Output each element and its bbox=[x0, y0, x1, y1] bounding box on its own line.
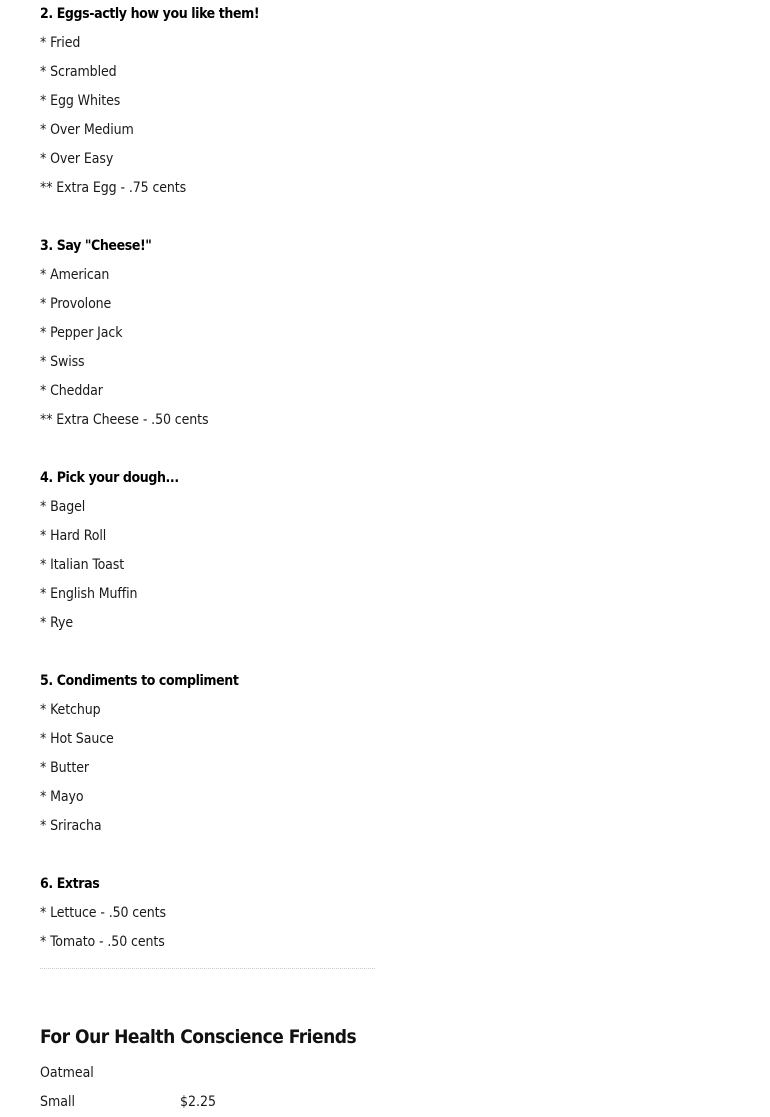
list-item: * Egg Whites bbox=[40, 93, 121, 109]
health-section-title: For Our Health Conscience Friends bbox=[40, 1026, 357, 1048]
list-item: * Over Medium bbox=[40, 122, 134, 138]
list-item: * Butter bbox=[40, 760, 89, 776]
health-item-name-row bbox=[40, 1059, 375, 1088]
list-item: * Provolone bbox=[40, 296, 112, 312]
spacer bbox=[40, 203, 375, 232]
menu-content bbox=[40, 0, 375, 1117]
list-item: * Swiss bbox=[40, 354, 85, 370]
list-item: * Hot Sauce bbox=[40, 731, 114, 747]
list-item: * Over Easy bbox=[40, 151, 114, 167]
price-size-label: Small bbox=[40, 1094, 75, 1110]
section-heading-eggs: 2. Eggs-actly how you like them! bbox=[40, 6, 260, 22]
section-heading-condiments: 5. Condiments to compliment bbox=[40, 673, 239, 689]
list-item: * Mayo bbox=[40, 789, 84, 805]
list-item: * Scrambled bbox=[40, 64, 117, 80]
list-item: * Bagel bbox=[40, 499, 86, 515]
price-value: $2.25 bbox=[180, 1094, 217, 1110]
list-item: * Ketchup bbox=[40, 702, 101, 718]
price-row bbox=[40, 1088, 375, 1117]
list-item-extra-note: ** Extra Cheese - .50 cents bbox=[40, 412, 209, 428]
section-heading-extras: 6. Extras bbox=[40, 876, 100, 892]
list-item-extra-note: ** Extra Egg - .75 cents bbox=[40, 180, 187, 196]
spacer bbox=[40, 435, 375, 464]
section-heading-cheese: 3. Say "Cheese!" bbox=[40, 238, 152, 254]
list-item: * Fried bbox=[40, 35, 81, 51]
list-item: * American bbox=[40, 267, 110, 283]
list-item: * English Muffin bbox=[40, 586, 138, 602]
section-heading-dough: 4. Pick your dough... bbox=[40, 470, 179, 486]
list-item: * Tomato - .50 cents bbox=[40, 934, 165, 950]
list-item: * Lettuce - .50 cents bbox=[40, 905, 166, 921]
spacer bbox=[40, 841, 375, 870]
list-item: * Hard Roll bbox=[40, 528, 107, 544]
spacer bbox=[40, 638, 375, 667]
section-divider bbox=[40, 968, 375, 969]
list-item: * Italian Toast bbox=[40, 557, 125, 573]
list-item: * Cheddar bbox=[40, 383, 103, 399]
list-item: * Rye bbox=[40, 615, 73, 631]
list-item: * Pepper Jack bbox=[40, 325, 123, 341]
list-item: * Sriracha bbox=[40, 818, 102, 834]
health-item-name: Oatmeal bbox=[40, 1065, 94, 1081]
